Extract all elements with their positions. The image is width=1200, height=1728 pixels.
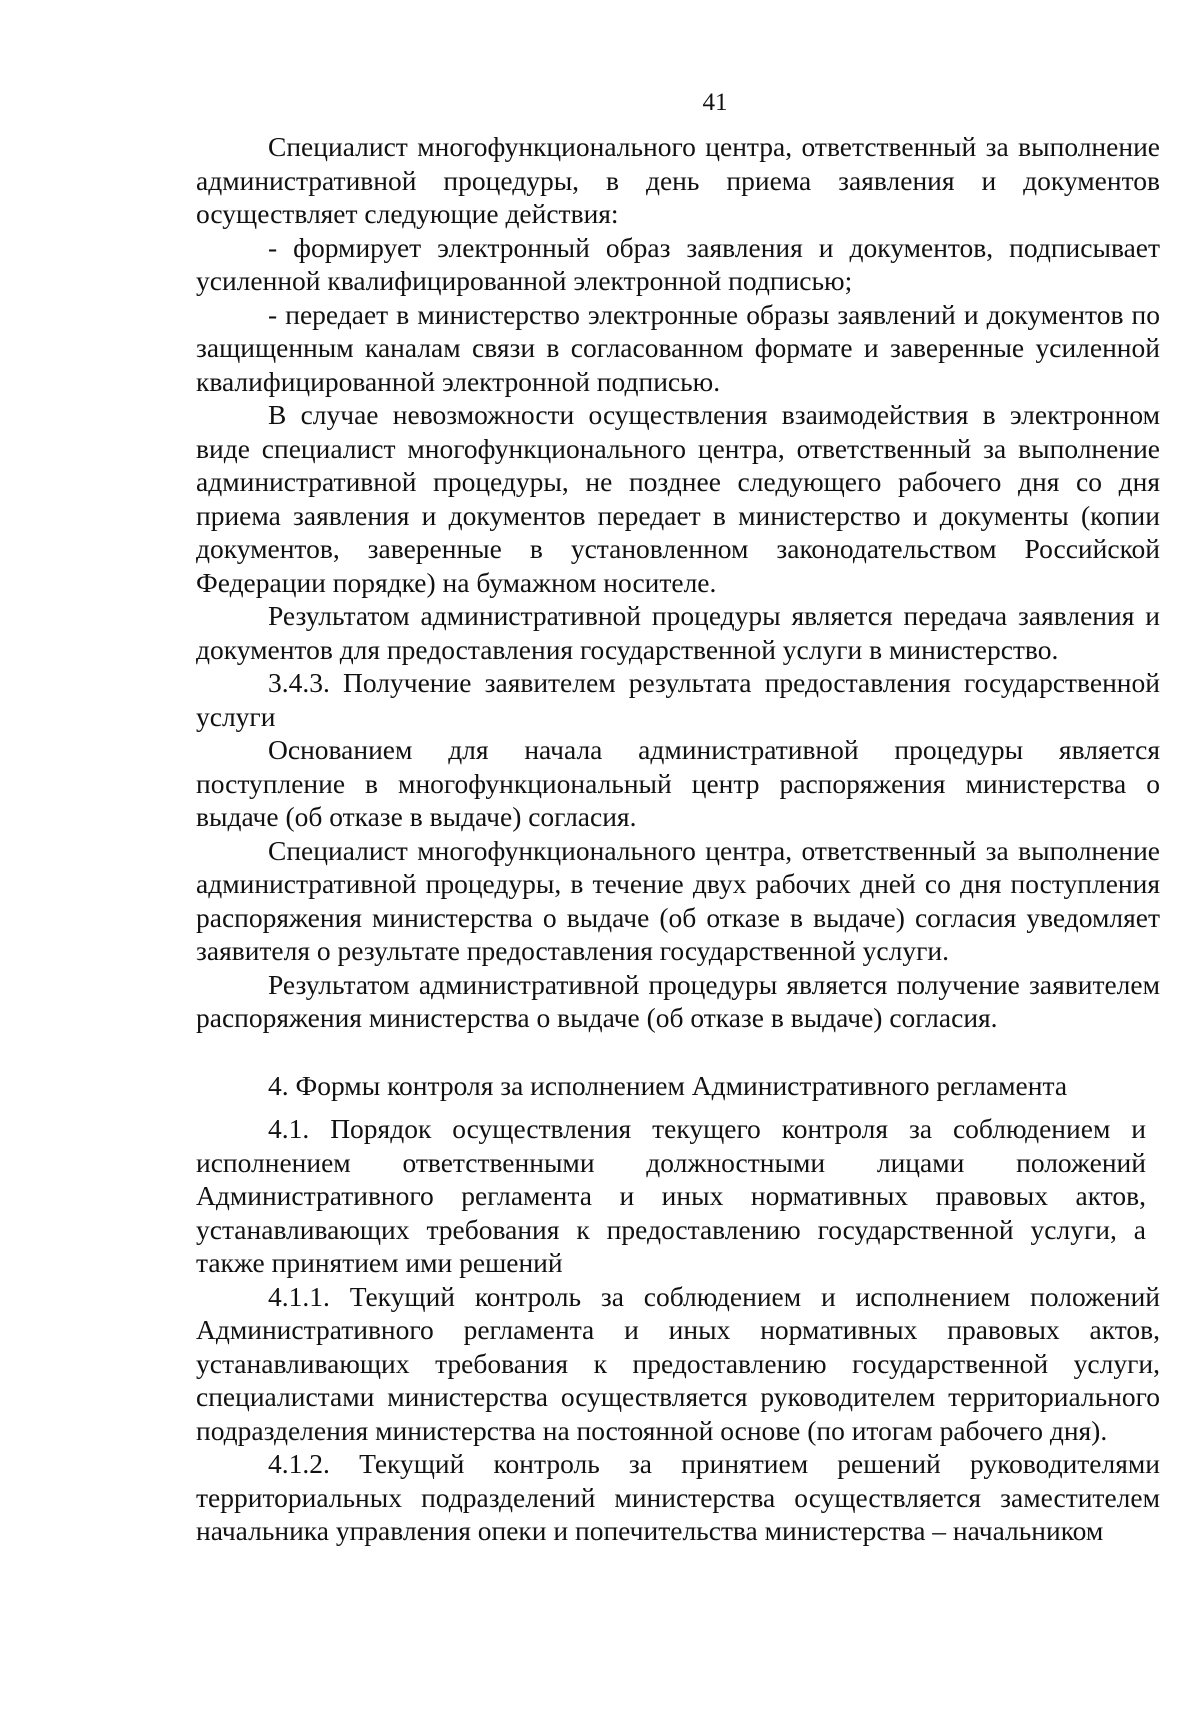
paragraph: - формирует электронный образ заявления и документов, подписывает усиленной квалифицированной электронной подписью; bbox=[196, 231, 1160, 296]
paragraph: В случае невозможности осуществления взаимодействия в электронном виде специалист многофункционального центра, ответственный за выполнение административной процедуры, не позднее следующего рабочего дня со дня приема заявления и документов передает в министерство и документы (копии документов, заверенные в установленном законодательством Российской Федерации порядке) на бумажном носителе. bbox=[196, 399, 1160, 598]
subsection-paragraph: 4.1. Порядок осуществления текущего контроля за соблюдением и исполнением ответственными должностными лицами положений Административного регламента и иных нормативных правовых актов, устанавливающих требования к предоставлению государственной услуги, а также принятием ими решений bbox=[196, 1113, 1146, 1278]
subsection-title: 3.4.3. Получение заявителем результата предоставления государственной услуги bbox=[196, 667, 1160, 732]
document-body bbox=[196, 130, 1160, 1548]
paragraph: Специалист многофункционального центра, ответственный за выполнение административной процедуры, в день приема заявления и документов осуществляет следующие действия: bbox=[196, 131, 1160, 229]
subsection-paragraph: 4.1.1. Текущий контроль за соблюдением и исполнением положений Административного регламента и иных нормативных правовых актов, устанавливающих требования к предоставлению государственной услуги, специалистами министерства осуществляется руководителем территориального подразделения министерства на постоянной основе (по итогам рабочего дня). bbox=[196, 1280, 1160, 1446]
page-number: 41 bbox=[702, 89, 728, 116]
paragraph: Специалист многофункционального центра, ответственный за выполнение административной процедуры, в течение двух рабочих дней со дня поступления распоряжения министерства о выдаче (об отказе в выдаче) согласия уведомляет заявителя о результате предоставления государственной услуги. bbox=[196, 834, 1160, 966]
section-body bbox=[196, 1112, 1146, 1280]
paragraph: Результатом административной процедуры является получение заявителем распоряжения министерства о выдаче (об отказе в выдаче) согласия. bbox=[196, 968, 1160, 1033]
section-heading: 4. Формы контроля за исполнением Административного регламента bbox=[268, 1069, 1068, 1101]
paragraph: Результатом административной процедуры является передача заявления и документов для предоставления государственной услуги в министерство. bbox=[196, 600, 1160, 665]
paragraph: - передает в министерство электронные образы заявлений и документов по защищенным каналам связи в согласованном формате и заверенные усиленной квалифицированной электронной подписью. bbox=[196, 298, 1160, 397]
subsection-paragraph: 4.1.2. Текущий контроль за принятием решений руководителями территориальных подразделений министерства осуществляется заместителем начальника управления опеки и попечительства министерства – начальником bbox=[196, 1448, 1160, 1546]
paragraph: Основанием для начала административной процедуры является поступление в многофункциональный центр распоряжения министерства о выдаче (об отказе в выдаче) согласия. bbox=[196, 734, 1160, 832]
